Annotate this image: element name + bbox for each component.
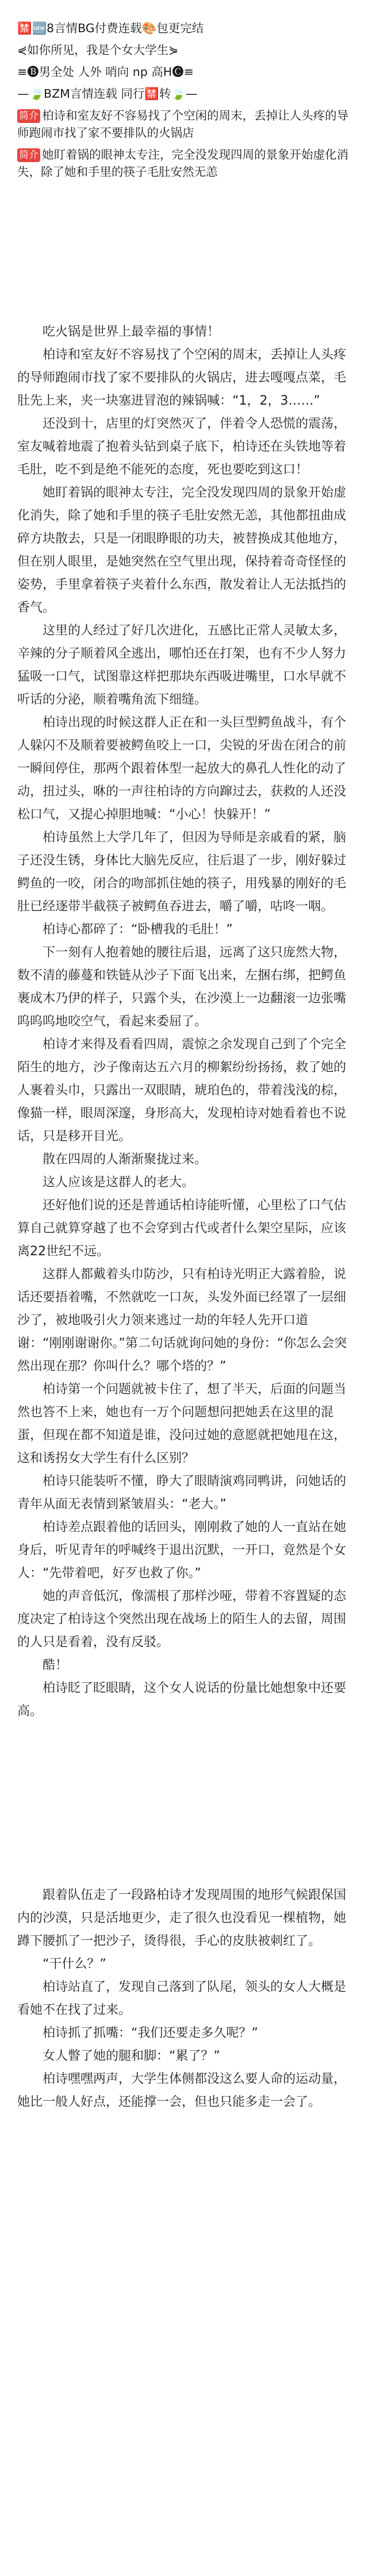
story-paragraph: 柏诗第一个问题就被卡住了，想了半天，后面的问题当然也答不上来，她也有一万个问题想问把她丢在这里的混蛋，但现在都不知道是谁，没问过她的意愿就把她甩在这，这和诱拐女大学生有什么区别？ bbox=[17, 1382, 347, 1466]
story-paragraph: 柏诗虽然上大学几年了，但因为导师是亲戚看的紧，脑子还没生锈，身体比大脑先反应，往后退了一步，刚好躲过鳄鱼的一咬，闭合的吻部抓住她的筷子，用残暴的刚好的毛肚已经逐带半截筷子被鳄鱼吞进去，嚼了嚼，咕咚一咽。 bbox=[17, 831, 347, 914]
story-paragraph: “干什么？” bbox=[43, 1957, 106, 1971]
story-paragraph: 还好他们说的还是普通话柏诗能听懂，心里松了口气估算自己就算穿越了也不会穿到古代或者什么架空星际，应该离22世纪不远。 bbox=[17, 1198, 347, 1259]
story-paragraph: 散在四周的人渐渐聚拢过来。 bbox=[43, 1152, 208, 1167]
story-paragraph: 吃火锅是世界上最幸福的事情！ bbox=[43, 325, 220, 339]
story-paragraph: 下一刻有人抱着她的腰往后退，远离了这只庞然大物，数不清的藤蔓和铁链从沙子下面飞出来，左捆右绑，把鳄鱼裹成木乃伊的样子，只露个头，在沙漠上一边翻滚一边张嘴呜呜呜地咬空气，看起来委屈了。 bbox=[17, 945, 347, 1029]
story-section-2 bbox=[17, 1884, 351, 2114]
promo-line-3: ≡🅑男全处 人外 哨向 np 高H🅒≡ bbox=[17, 65, 194, 79]
summary-line-2 bbox=[17, 146, 351, 180]
story-paragraph: 柏诗嘿嘿两声，大学生体侧都没这么要人命的运动量，她比一般人好点，还能撑一会，但也只能多走一会了。 bbox=[17, 2072, 347, 2109]
summary-text-1: 柏诗和室友好不容易找了个空闲的周末，丢掉让人头疼的导师跑闹市找了家不要排队的火锅店 bbox=[17, 109, 348, 140]
summary-line-1 bbox=[17, 107, 351, 141]
story-paragraph: 她盯着锅的眼神太专注，完全没发现四周的景象开始虚化消失，除了她和手里的筷子毛肚安然无恙，其他都扭曲成碎方块散去，只是一闭眼睁眼的功夫，被替换成其他地方，但在别人眼里，是她突然在空气里出现，保持着奇奇怪怪的姿势，手里拿着筷子夹着什么东西，散发着让人无法抵挡的香气。 bbox=[17, 486, 347, 615]
story-paragraph: 柏诗差点跟着他的话回头，刚刚救了她的人一直站在她身后，听见青年的呼喊终于退出沉默，一开口，竟然是个女人：“先带着吧，好歹也救了你。” bbox=[17, 1520, 347, 1581]
summary-text-2: 她盯着锅的眼神太专注，完全没发现四周的景象开始虚化消失，除了她和手里的筷子毛肚安然无恙 bbox=[17, 148, 348, 179]
story-section-1 bbox=[17, 321, 351, 1723]
story-paragraph: 柏诗眨了眨眼睛，这个女人说话的份量比她想象中还要高。 bbox=[17, 1681, 347, 1718]
spacer bbox=[17, 1723, 351, 1884]
story-paragraph: 这人应该是这群人的老大。 bbox=[43, 1175, 195, 1190]
story-paragraph: 跟着队伍走了一段路柏诗才发现周围的地形气候跟保国内的沙漠，只是活地更少，走了很久也没看见一棵植物，她蹲下腰抓了一把沙子，烫得很，手心的皮肤被刺红了。 bbox=[17, 1888, 347, 1948]
spacer bbox=[17, 2114, 351, 2137]
story-paragraph: 这群人都戴着头巾防沙，只有柏诗光明正大露着脸，说话还要捂着嘴，不然就吃一口灰，头发外面已经罩了一层细沙了，被地吸引火力领来逃过一劫的年轻人先开口道谢：“刚刚谢谢你。”第二句话就询问她的身份：“你怎么会突然出现在那？你叫什么？哪个塔的？” bbox=[17, 1267, 347, 1374]
summary-badge-icon: 简介 bbox=[17, 109, 40, 123]
story-paragraph: 柏诗只能装听不懂，睁大了眼睛演鸡同鸭讲，问她话的青年从面无表情到紧皱眉头：“老大。” bbox=[17, 1474, 347, 1512]
promo-line-1: 🈲🆕8言情BG付费连载🎨包更完结 bbox=[17, 21, 204, 35]
summary-badge-icon: 简介 bbox=[17, 148, 40, 162]
story-paragraph: 酷！ bbox=[43, 1658, 68, 1673]
promo-line-2: ⋞如你所见，我是个女大学生⋟ bbox=[17, 43, 179, 57]
promo-header bbox=[17, 0, 351, 180]
story-paragraph: 这里的人经过了好几次进化，五感比正常人灵敏太多，辛辣的分子顺着风全逃出，哪怕还在打架，也有不少人努力猛吸一口气，试图靠这样把那块东西吸进嘴里，口水早就不听话的分泌，顺着嘴角流下细缝。 bbox=[17, 624, 347, 707]
promo-line-4: —🍃BZM言情连载 同行🈲转🍃— bbox=[17, 87, 198, 101]
story-paragraph: 还没到十，店里的灯突然灭了，伴着令人恐慌的震荡，室友喊着地震了抱着头钻到桌子底下，柏诗还在头铁地等着毛肚，吃不到是绝不能死的态度，死也要吃到这口！ bbox=[17, 417, 347, 477]
story-paragraph: 柏诗心都碎了：“卧槽我的毛肚！” bbox=[43, 922, 233, 937]
story-paragraph: 柏诗才来得及看看四周，震惊之余发现自己到了个完全陌生的地方，沙子像南达五六月的柳絮纷纷扬扬，救了她的人裹着头巾，只露出一双眼睛，琥珀色的，带着浅浅的棕，像猫一样，眼周深邃，身形高大，发现柏诗对她看着也不说话，只是移开目光。 bbox=[17, 1037, 347, 1144]
story-paragraph: 柏诗站直了，发现自己落到了队尾，领头的女人大概是看她不在找了过来。 bbox=[17, 1980, 347, 2017]
story-paragraph: 柏诗抓了抓嘴：“我们还要走多久呢？” bbox=[43, 2026, 258, 2040]
story-paragraph: 柏诗出现的时候这群人正在和一头巨型鳄鱼战斗，有个人躲闪不及顺着要被鳄鱼咬上一口，尖锐的牙齿在闭合的前一瞬间停住，那两个跟着体型一起放大的鼻孔人性化的动了动，扭过头，咻的一声往柏诗的方向蹿过去，获救的人还没松口气，又提心掉胆地喊：“小心！快躲开！” bbox=[17, 716, 347, 822]
spacer bbox=[17, 185, 351, 321]
story-paragraph: 女人瞥了她的腿和脚：“累了？” bbox=[43, 2049, 220, 2063]
story-paragraph: 她的声音低沉，像濡根了那样沙哑，带着不容置疑的态度决定了柏诗这个突然出现在战场上的陌生人的去留，周围的人只是看着，没有反驳。 bbox=[17, 1589, 347, 1650]
story-paragraph: 柏诗和室友好不容易找了个空闲的周末，丢掉让人头疼的导师跑闹市找了家不要排队的火锅店，进去嘎嘎点菜，毛肚先上来，夹一块塞进冒泡的辣锅喊：“1，2，3……” bbox=[17, 348, 347, 408]
